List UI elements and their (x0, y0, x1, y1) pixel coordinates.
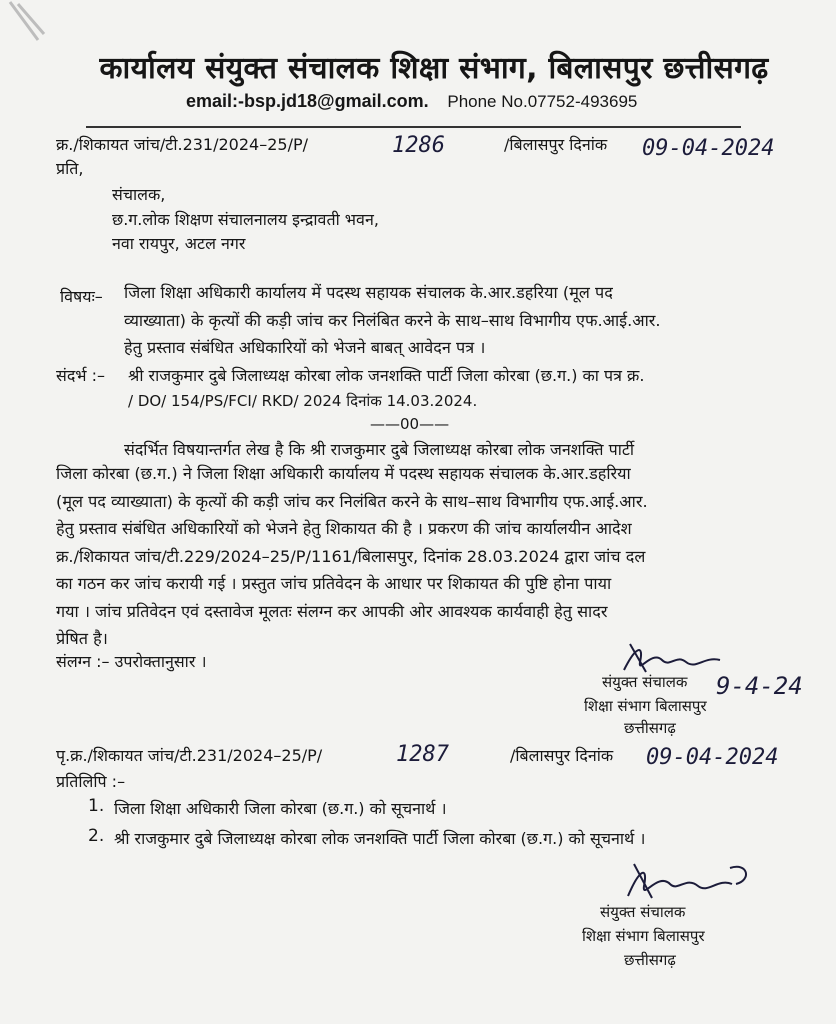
reference-date-handwritten: 09-04-2024 (642, 136, 775, 161)
sandarbh-label: संदर्भ :– (56, 366, 106, 385)
body-line: (मूल पद व्याख्याता) के कृत्यों की कड़ी जांच कर निलंबित करने के साथ–साथ विभागीय एफ.आई.आर. (56, 491, 648, 511)
copy-reference-date-handwritten: 09-04-2024 (646, 745, 779, 770)
signature-2-designation: संयुक्त संचालक (600, 903, 686, 921)
signature-2-office: शिक्षा संभाग बिलासपुर (582, 927, 705, 945)
contact-line (186, 91, 637, 112)
signature-2-scribble (618, 858, 758, 908)
sandarbh-line-1: श्री राजकुमार दुबे जिलाध्यक्ष कोरबा लोक जनशक्ति पार्टी जिला कोरबा (छ.ग.) का पत्र क्र. (128, 366, 645, 385)
subject-line: व्याख्याता) के कृत्यों की कड़ी जांच कर निलंबित करने के साथ–साथ विभागीय एफ.आई.आर. (124, 310, 661, 330)
signature-1-office: शिक्षा संभाग बिलासपुर (584, 697, 707, 715)
subject-text (124, 279, 661, 362)
body-paragraph (56, 460, 648, 653)
reference-number: क्र./शिकायत जांच/टी.231/2024–25/P/ (56, 135, 309, 154)
body-line: संदर्भित विषयान्तर्गत लेख है कि श्री राजकुमार दुबे जिलाध्यक्ष कोरबा लोक जनशक्ति पार्टी (124, 440, 635, 459)
email-text: email:-bsp.jd18@gmail.com. (186, 91, 429, 111)
office-title: कार्यालय संयुक्त संचालक शिक्षा संभाग, बिलासपुर छत्तीसगढ़ (99, 51, 769, 86)
recipient-line-2: छ.ग.लोक शिक्षण संचालनालय इन्द्रावती भवन, (112, 210, 379, 229)
copy-reference-number-handwritten: 1287 (396, 742, 449, 767)
recipient-line-1: संचालक, (112, 185, 166, 204)
body-line: गया । जांच प्रतिवेदन एवं दस्तावेज मूलतः संलग्न कर आपकी ओर आवश्यक कार्यवाही हेतु सादर (56, 601, 608, 621)
separator: ——00—— (370, 415, 450, 433)
reference-number-handwritten: 1286 (392, 133, 445, 158)
body-line: हेतु प्रस्ताव संबंधित अधिकारियों को भेजने हेतु शिकायत की है । प्रकरण की जांच कार्यालयीन आदेश (56, 519, 632, 538)
subject-label: विषयः– (60, 287, 103, 306)
recipient-line-3: नवा रायपुर, अटल नगर (112, 234, 246, 253)
enclosure-note: संलग्न :– उपरोक्तानुसार । (56, 652, 207, 671)
body-line: का गठन कर जांच करायी गई । प्रस्तुत जांच प्रतिवेदन के आधार पर शिकायत की पुष्टि होना पाया (56, 574, 612, 593)
signature-1-designation: संयुक्त संचालक (602, 673, 688, 691)
signature-1-state: छत्तीसगढ़ (624, 719, 676, 737)
corner-fold-mark (8, 0, 48, 50)
copy-reference-place-date-label: /बिलासपुर दिनांक (510, 746, 614, 765)
copy-item-1-text: जिला शिक्षा अधिकारी जिला कोरबा (छ.ग.) को सूचनार्थ । (114, 799, 447, 818)
copy-item-2-text: श्री राजकुमार दुबे जिलाध्यक्ष कोरबा लोक जनशक्ति पार्टी जिला कोरबा (छ.ग.) को सूचनार्थ । (114, 829, 646, 848)
body-line: क्र./शिकायत जांच/टी.229/2024–25/P/1161/बिलासपुर, दिनांक 28.03.2024 द्वारा जांच दल (56, 546, 646, 566)
subject-line: हेतु प्रस्ताव संबंधित अधिकारियों को भेजने बाबत् आवेदन पत्र । (124, 338, 486, 357)
copy-item-1-number: 1. (88, 796, 105, 816)
body-line: जिला कोरबा (छ.ग.) ने जिला शिक्षा अधिकारी कार्यालय में पदस्थ सहायक संचालक के.आर.डहरिया (56, 464, 631, 483)
body-line: प्रेषित है। (56, 629, 108, 648)
sandarbh-line-2: / DO/ 154/PS/FCI/ RKD/ 2024 दिनांक 14.03.2024. (128, 392, 478, 410)
phone-text: Phone No.07752-493695 (447, 92, 638, 111)
signature-2-state: छत्तीसगढ़ (624, 951, 676, 969)
reference-place-date-label: /बिलासपुर दिनांक (504, 135, 608, 154)
copy-to-label: प्रतिलिपि :– (56, 772, 126, 791)
copy-item-2-number: 2. (88, 826, 105, 846)
prati-label: प्रति, (56, 159, 84, 178)
header-divider (86, 126, 741, 128)
signature-1-date-handwritten: 9-4-24 (716, 672, 803, 700)
subject-line: जिला शिक्षा अधिकारी कार्यालय में पदस्थ सहायक संचालक के.आर.डहरिया (मूल पद (124, 283, 613, 302)
copy-reference-number: पृ.क्र./शिकायत जांच/टी.231/2024–25/P/ (56, 746, 323, 765)
